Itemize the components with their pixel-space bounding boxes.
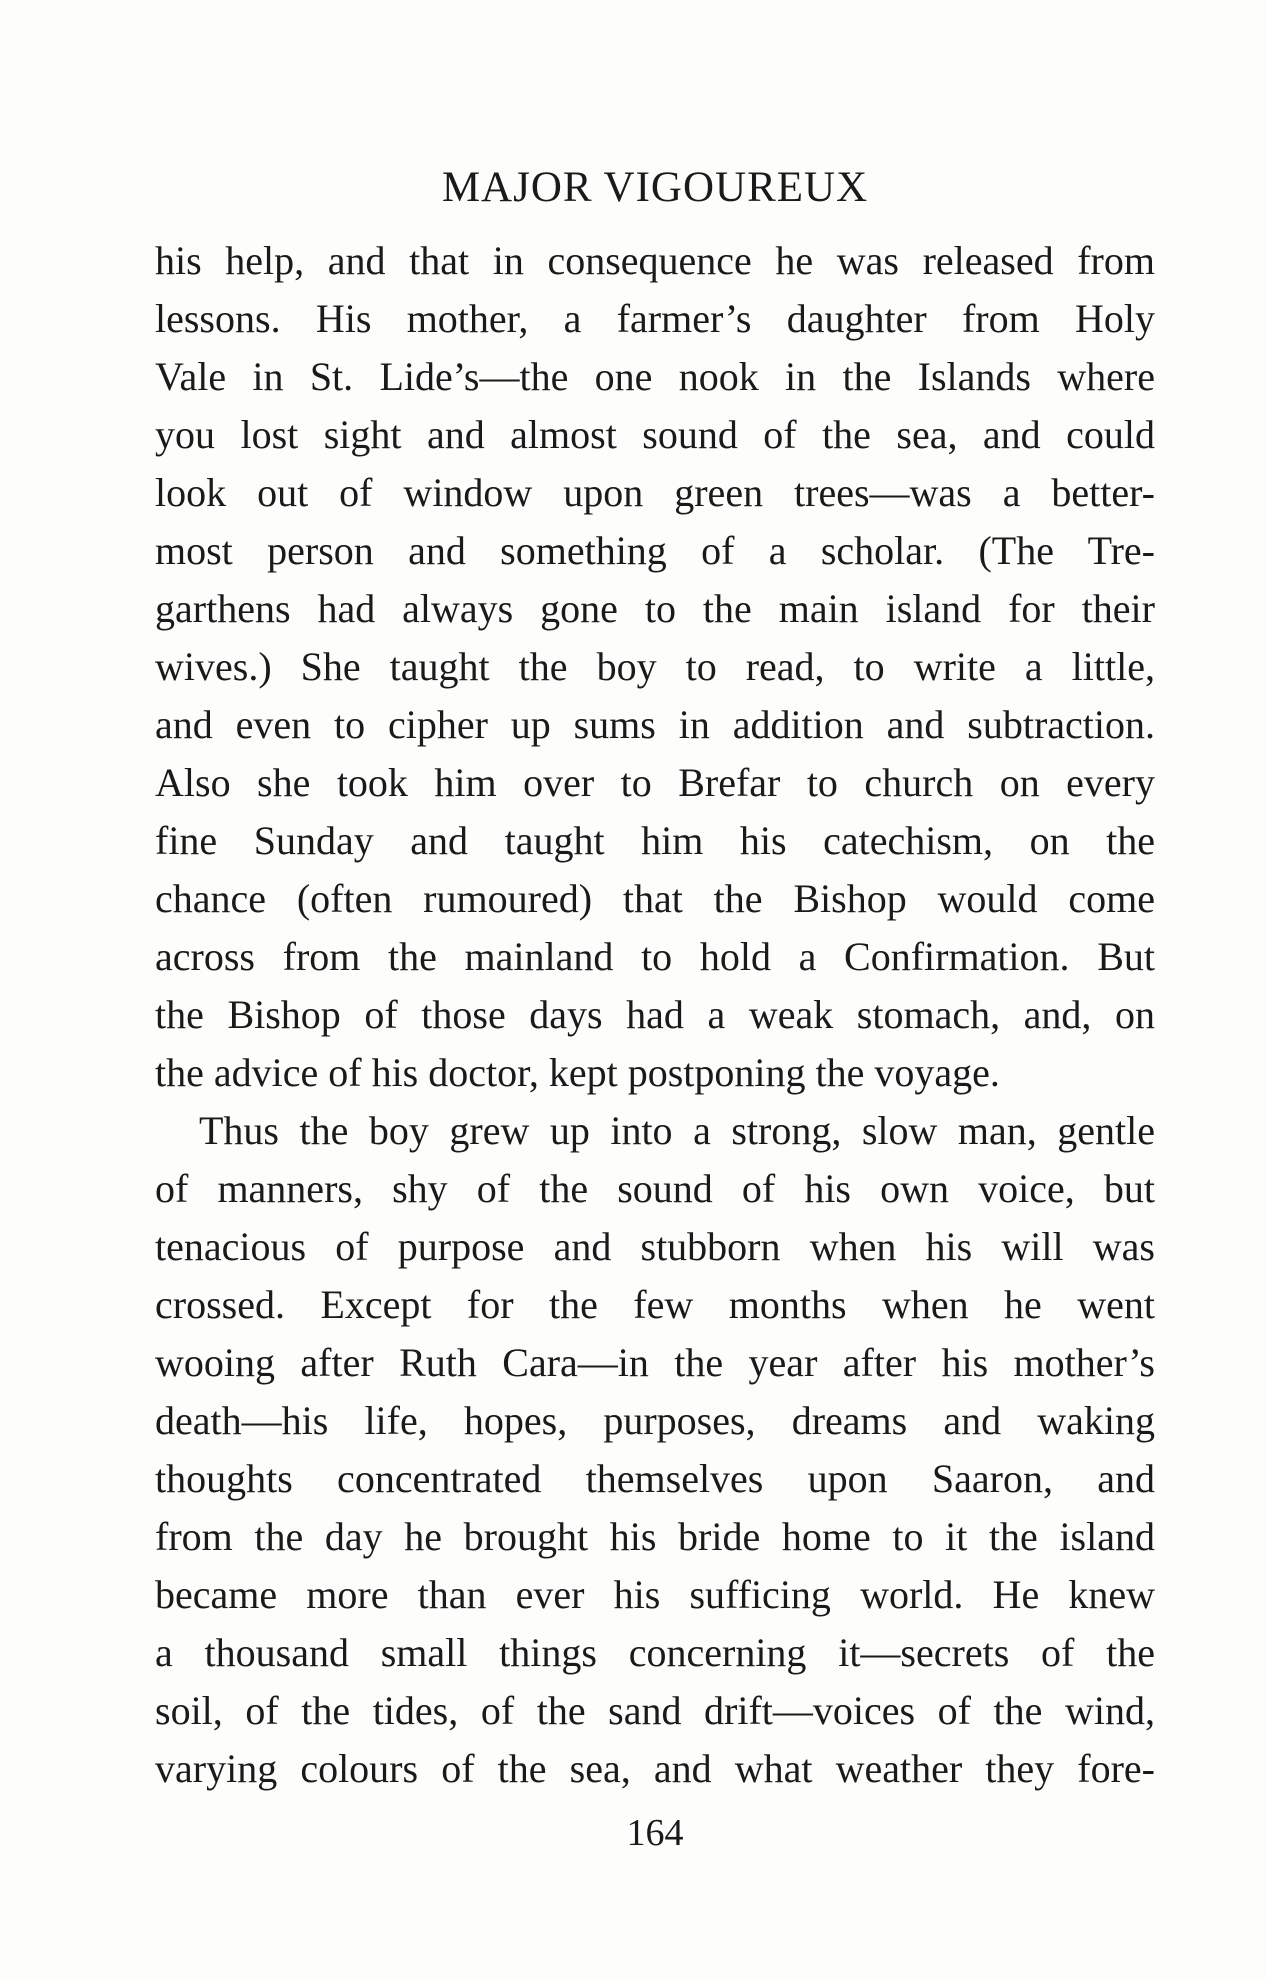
text-line: you lost sight and almost sound of the sea, and could	[155, 412, 1155, 457]
text-line: wooing after Ruth Cara—in the year after his mother’s	[155, 1340, 1155, 1385]
text-line: wives.) She taught the boy to read, to write a little,	[155, 644, 1155, 689]
text-line: chance (often rumoured) that the Bishop would come	[155, 876, 1155, 921]
text-line: of manners, shy of the sound of his own voice, but	[155, 1166, 1155, 1211]
text-line: lessons. His mother, a farmer’s daughter from Holy	[155, 296, 1155, 341]
page-number: 164	[626, 1812, 684, 1854]
text-line: fine Sunday and taught him his catechism, on the	[155, 818, 1155, 863]
text-line: the Bishop of those days had a weak stomach, and, on	[155, 992, 1155, 1037]
running-head: MAJOR VIGOUREUX	[441, 164, 869, 211]
text-line: became more than ever his sufficing world. He knew	[155, 1572, 1155, 1617]
text-line: garthens had always gone to the main island for their	[155, 586, 1155, 631]
text-line: Thus the boy grew up into a strong, slow man, gentle	[199, 1108, 1155, 1153]
text-line: most person and something of a scholar. (The Tre-	[155, 528, 1155, 573]
text-line: death—his life, hopes, purposes, dreams and waking	[155, 1398, 1155, 1443]
text-line: a thousand small things concerning it—secrets of the	[155, 1630, 1155, 1675]
text-line: and even to cipher up sums in addition and subtraction.	[155, 702, 1155, 747]
body-text	[155, 232, 1155, 1798]
paragraph	[155, 1102, 1155, 1798]
text-line: across from the mainland to hold a Confirmation. But	[155, 934, 1155, 979]
text-line: the advice of his doctor, kept postponing the voyage.	[155, 1050, 1000, 1095]
text-line: soil, of the tides, of the sand drift—voices of the wind,	[155, 1688, 1155, 1733]
paragraph	[155, 232, 1155, 1102]
text-line: tenacious of purpose and stubborn when his will was	[155, 1224, 1155, 1269]
text-line: crossed. Except for the few months when he went	[155, 1282, 1155, 1327]
text-line: thoughts concentrated themselves upon Saaron, and	[155, 1456, 1155, 1501]
text-line: Also she took him over to Brefar to church on every	[155, 760, 1155, 805]
text-line: varying colours of the sea, and what weather they fore-	[155, 1746, 1155, 1791]
text-line: look out of window upon green trees—was a better-	[155, 470, 1155, 515]
text-line: from the day he brought his bride home to it the island	[155, 1514, 1155, 1559]
text-line: Vale in St. Lide’s—the one nook in the Islands where	[155, 354, 1155, 399]
text-line: his help, and that in consequence he was released from	[155, 238, 1155, 283]
